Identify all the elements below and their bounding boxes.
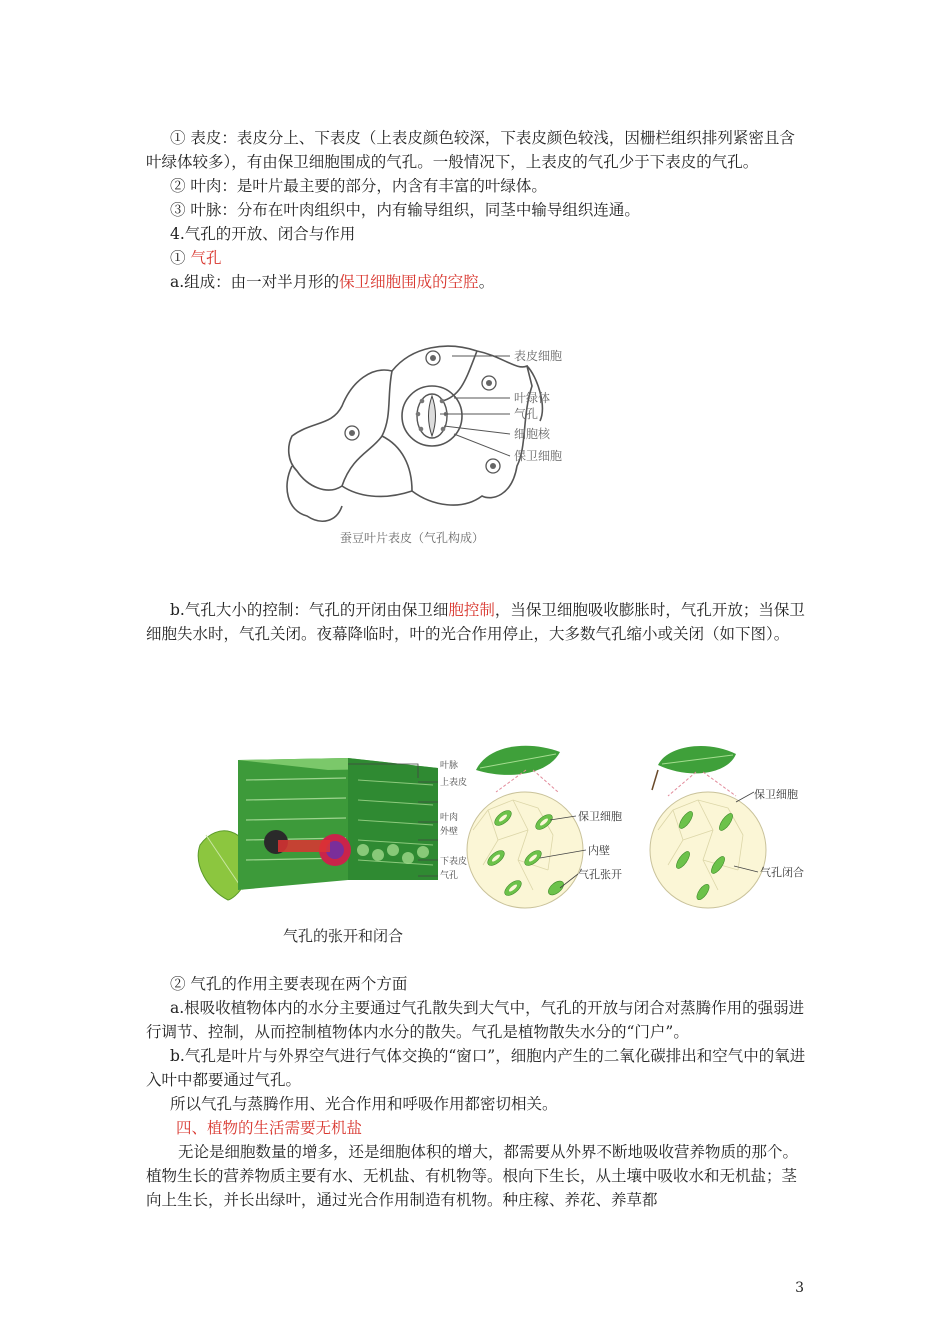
paragraph-summary: 所以气孔与蒸腾作用、光合作用和呼吸作用都密切相关。 (170, 1095, 558, 1113)
paragraph-stomata-control (146, 598, 808, 646)
paragraph-gas-exchange: b.气孔是叶片与外界空气进行气体交换的“窗口”，细胞内产生的二氧化碳排出和空气中的氧进入叶中都要通过气孔。 (146, 1047, 806, 1089)
control-red: 胞控制 (448, 601, 495, 619)
label-lower-epidermis: 下表皮 (440, 857, 468, 867)
paragraph-nutrients: 无论是细胞数量的增多，还是细胞体积的增大，都需要从外界不断地吸收营养物质的那个。植物生长的营养物质主要有水、无机盐、有机物等。根向下生长，从土壤中吸收水和无机盐；茎向上生长，并长出绿叶，通过光合作用制造有机物。种庄稼、养花、养草都 (146, 1143, 799, 1209)
label-upper-epidermis: 上表皮 (440, 778, 468, 788)
label-open-guard-cell: 保卫细胞 (578, 810, 622, 823)
subheading-stomata (146, 246, 808, 270)
top-text-section (146, 126, 808, 294)
label-stoma-block: 气孔 (440, 871, 459, 881)
control-post: ，当保卫细胞吸收膨胀时，气孔开放；当保卫细胞失水时，气孔关闭。夜幕降临时，叶的光合作用停止，大多数气孔缩小或关闭（如下图）。 (146, 601, 805, 643)
figure1-caption: 蚕豆叶片表皮（气孔构成） (340, 531, 485, 545)
middle-text-section (146, 598, 808, 646)
epidermis-diagram (272, 326, 612, 556)
section-heading-minerals: 四、植物的生活需要无机盐 (176, 1119, 363, 1137)
label-stoma-closed: 气孔闭合 (760, 866, 804, 879)
paragraph-transpiration: a.根吸收植物体内的水分主要通过气孔散失到大气中，气孔的开放与闭合对蒸腾作用的强弱进行调节、控制，从而控制植物体内水分的散失。气孔是植物散失水分的“门户”。 (146, 999, 805, 1041)
figure2-caption: 气孔的张开和闭合 (283, 927, 404, 945)
label-nucleus: 细胞核 (514, 427, 551, 441)
label-closed-guard-cell: 保卫细胞 (754, 788, 798, 801)
bottom-text-section (146, 972, 808, 1212)
label-stoma-open: 气孔张开 (578, 868, 622, 881)
label-vein: 叶脉 (440, 761, 459, 771)
composition-post: 。 (478, 273, 495, 291)
paragraph-epidermis: ① 表皮：表皮分上、下表皮（上表皮颜色较深，下表皮颜色较浅，因栅栏组织排列紧密且含叶绿体较多），有由保卫细胞围成的气孔。一般情况下，上表皮的气孔少于下表皮的气孔。 (146, 129, 795, 171)
label-mesophyll: 叶肉 (440, 813, 459, 823)
composition-red: 保卫细胞围成的空腔 (339, 273, 479, 291)
control-pre: b.气孔大小的控制：气孔的开闭由保卫细 (170, 601, 449, 619)
subheading-stomata-red: 气孔 (190, 249, 222, 267)
page-number: 3 (795, 1280, 804, 1296)
paragraph-vein: ③ 叶脉：分布在叶肉组织中，内有输导组织，同茎中输导组织连通。 (170, 201, 640, 219)
paragraph-composition (146, 270, 808, 294)
label-outer-wall: 外壁 (440, 827, 459, 837)
paragraph-stomata-function: ② 气孔的作用主要表现在两个方面 (170, 975, 408, 993)
stomata-open-close-diagram (188, 740, 818, 912)
subheading-number: ① (170, 249, 186, 267)
label-chloroplast: 叶绿体 (514, 391, 551, 405)
label-epidermal-cell: 表皮细胞 (514, 349, 563, 363)
composition-pre: a.组成：由一对半月形的 (170, 273, 340, 291)
label-guard-cell: 保卫细胞 (514, 449, 563, 463)
section-heading-stomata: 4.气孔的开放、闭合与作用 (170, 225, 356, 243)
label-stoma: 气孔 (514, 407, 539, 421)
label-inner-wall: 内壁 (588, 844, 610, 857)
paragraph-mesophyll: ② 叶肉：是叶片最主要的部分，内含有丰富的叶绿体。 (170, 177, 547, 195)
